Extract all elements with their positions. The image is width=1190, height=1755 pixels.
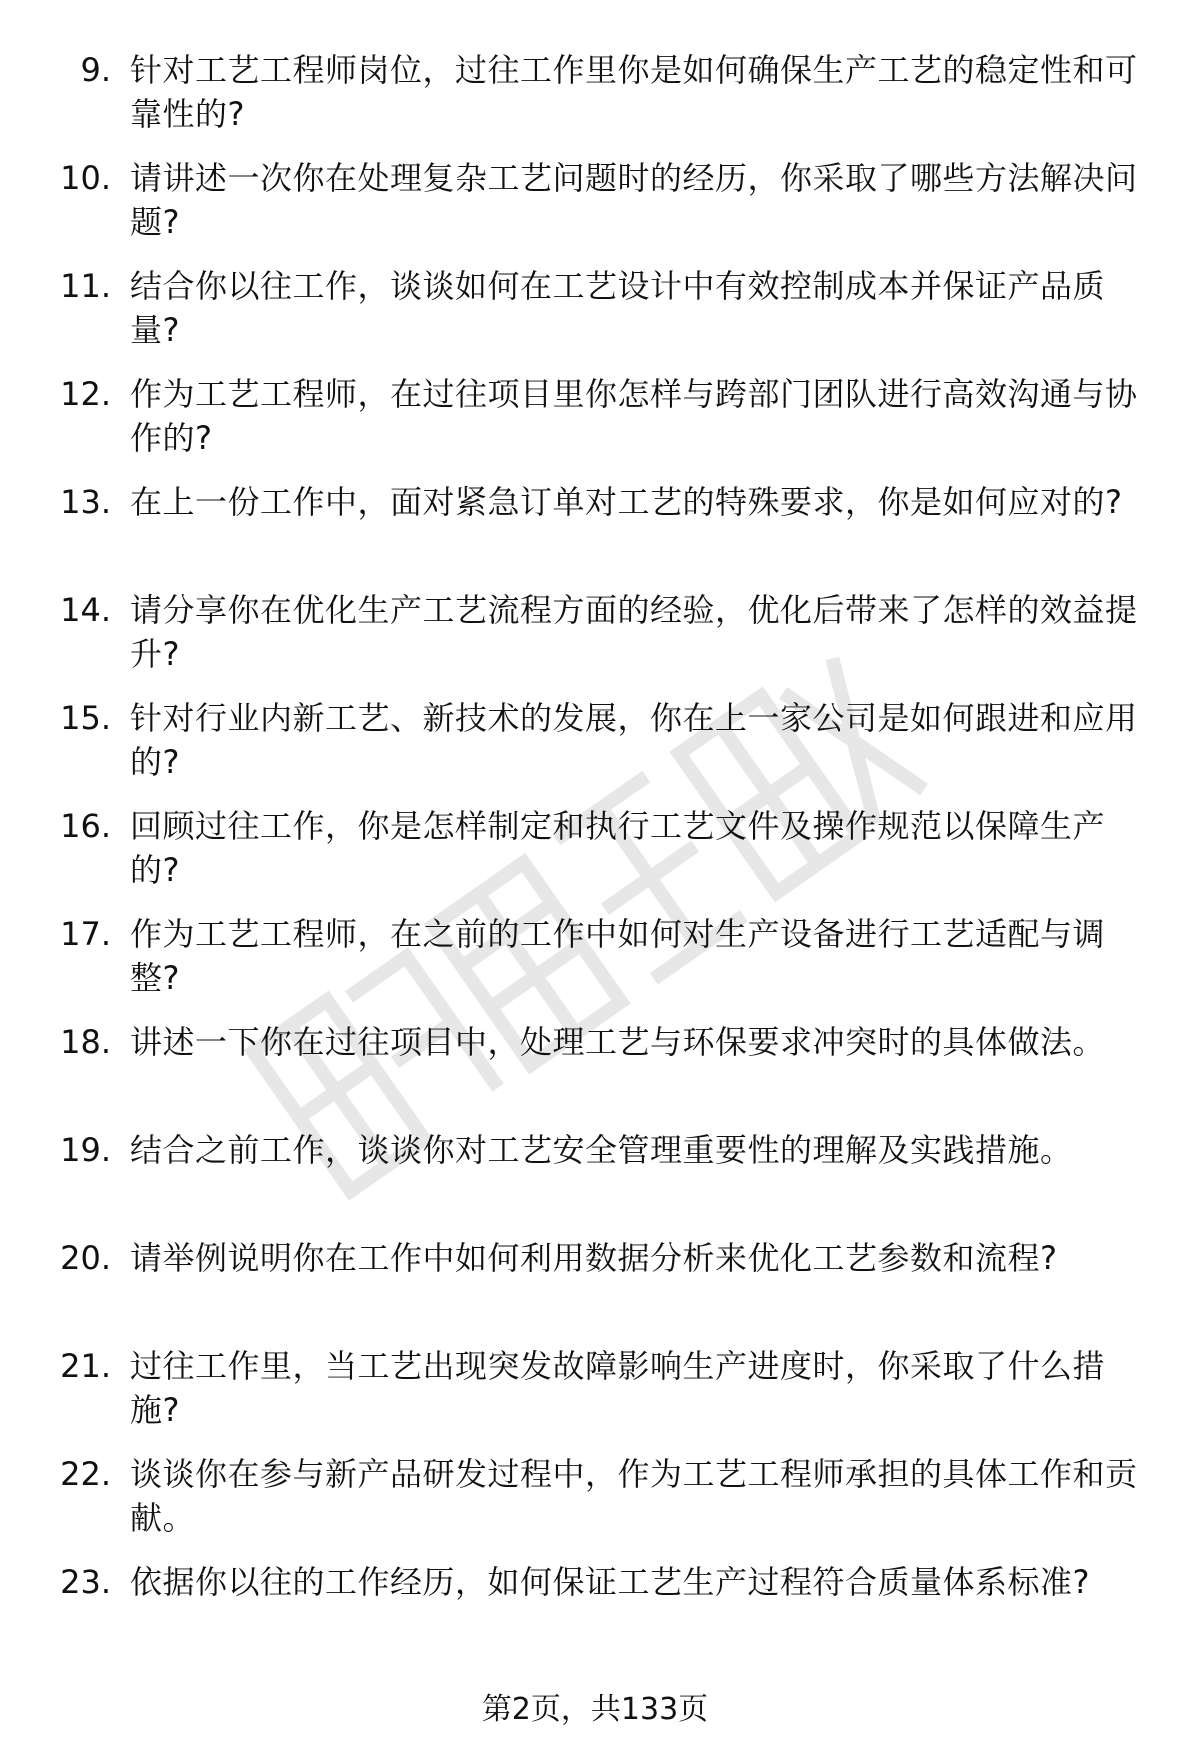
page-footer: 第2页，共133页 [481, 1692, 709, 1727]
question-number: 20. [60, 1239, 111, 1277]
question-text: 针对工艺工程师岗位，过往工作里你是如何确保生产工艺的稳定性和可靠性的? [130, 51, 1138, 133]
question-number: 11. [60, 267, 111, 305]
question-item [0, 1452, 1190, 1560]
question-text: 请举例说明你在工作中如何利用数据分析来优化工艺参数和流程? [130, 1239, 1058, 1277]
question-number: 10. [60, 159, 111, 197]
question-item [0, 264, 1190, 372]
question-item [0, 588, 1190, 696]
question-text: 请分享你在优化生产工艺流程方面的经验，优化后带来了怎样的效益提升? [130, 591, 1138, 673]
question-item [0, 1128, 1190, 1236]
question-list [0, 48, 1190, 1668]
question-number: 19. [60, 1131, 111, 1169]
question-text: 过往工作里，当工艺出现突发故障影响生产进度时，你采取了什么措施? [130, 1347, 1106, 1429]
question-text: 讲述一下你在过往项目中，处理工艺与环保要求冲突时的具体做法。 [130, 1023, 1106, 1061]
question-number: 17. [60, 915, 111, 953]
question-text: 作为工艺工程师，在过往项目里你怎样与跨部门团队进行高效沟通与协作的? [130, 375, 1138, 457]
question-text: 谈谈你在参与新产品研发过程中，作为工艺工程师承担的具体工作和贡献。 [130, 1455, 1138, 1537]
question-item [0, 372, 1190, 480]
question-text: 结合之前工作，谈谈你对工艺安全管理重要性的理解及实践措施。 [130, 1131, 1073, 1169]
question-item [0, 1344, 1190, 1452]
question-item [0, 480, 1190, 588]
question-item [0, 804, 1190, 912]
question-item [0, 1236, 1190, 1344]
question-number: 13. [60, 483, 111, 521]
question-number: 9. [80, 51, 111, 89]
question-item [0, 696, 1190, 804]
question-number: 12. [60, 375, 111, 413]
question-number: 16. [60, 807, 111, 845]
question-text: 依据你以往的工作经历，如何保证工艺生产过程符合质量体系标准? [130, 1563, 1090, 1601]
question-item [0, 156, 1190, 264]
question-number: 23. [60, 1563, 111, 1601]
question-text: 作为工艺工程师，在之前的工作中如何对生产设备进行工艺适配与调整? [130, 915, 1106, 997]
question-item [0, 912, 1190, 1020]
question-number: 22. [60, 1455, 111, 1493]
question-item [0, 1560, 1190, 1668]
question-item [0, 48, 1190, 156]
question-text: 回顾过往工作，你是怎样制定和执行工艺文件及操作规范以保障生产的? [130, 807, 1106, 889]
question-number: 18. [60, 1023, 111, 1061]
question-text: 结合你以往工作，谈谈如何在工艺设计中有效控制成本并保证产品质量? [130, 267, 1106, 349]
question-item [0, 1020, 1190, 1128]
question-text: 针对行业内新工艺、新技术的发展，你在上一家公司是如何跟进和应用的? [130, 699, 1138, 781]
question-text: 在上一份工作中，面对紧急订单对工艺的特殊要求，你是如何应对的? [130, 483, 1123, 521]
question-text: 请讲述一次你在处理复杂工艺问题时的经历，你采取了哪些方法解决问题? [130, 159, 1138, 241]
question-number: 14. [60, 591, 111, 629]
question-number: 15. [60, 699, 111, 737]
document-page [0, 48, 1190, 1668]
question-number: 21. [60, 1347, 111, 1385]
